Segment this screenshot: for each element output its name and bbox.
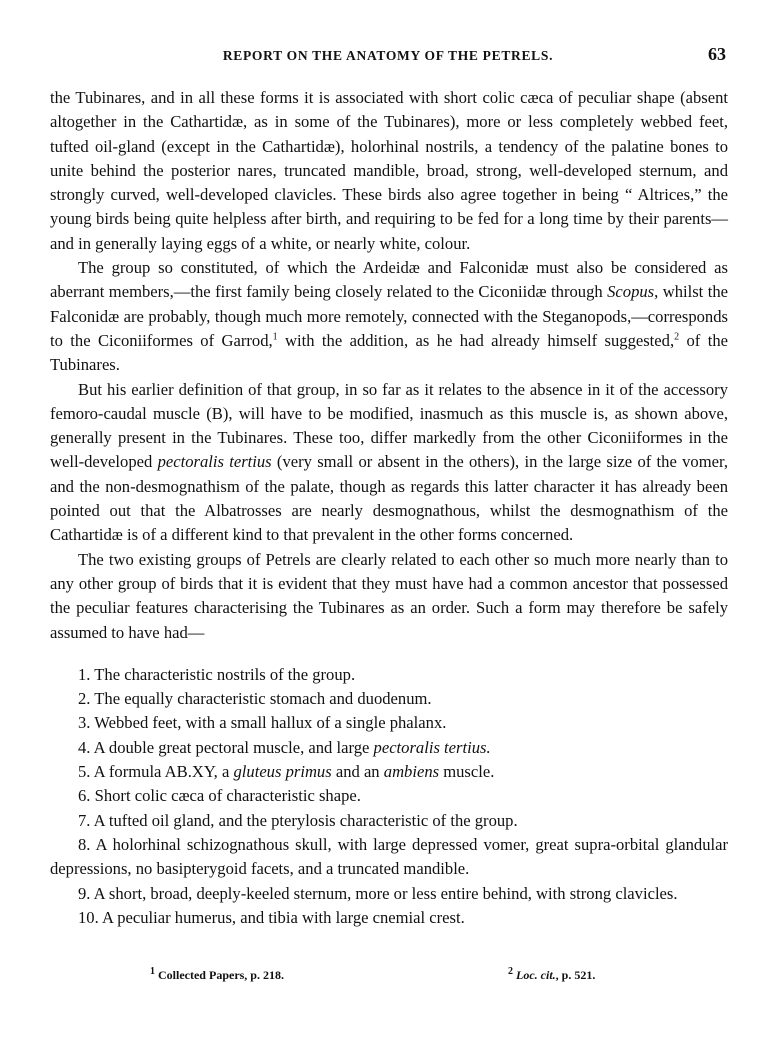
footnote-2-mark: 2 — [508, 966, 513, 977]
footnote-2-italic: Loc. cit. — [516, 968, 556, 982]
list-item-5-text-a: 5. A formula AB.XY, a — [78, 762, 234, 782]
footnote-ref-2: 2 — [674, 331, 680, 343]
footnote-1-text: Collected Papers, p. 218. — [155, 968, 284, 982]
list-item — [50, 736, 728, 760]
list-item: 9. A short, broad, deeply-keeled sternum, more or less entire behind, with strong clavicles. — [78, 883, 678, 903]
paragraph-3 — [50, 378, 728, 548]
scopus-italic: Scopus — [607, 282, 655, 302]
gluteus-primus-italic: gluteus primus — [233, 762, 332, 782]
page-number: 63 — [708, 44, 726, 64]
features-list — [50, 663, 728, 930]
paragraph-2 — [50, 256, 728, 377]
paragraph-3-text-b: (very small or absent in the others), in the large size of the vomer, and the non-desmognathism of the palate, though as regards this latter character it has already been pointed out that the Albatrosses are nearly desmognathous, whilst the desmognathism of the Cathartidæ is of a different kind to that prevalent in the other forms concerned. — [50, 452, 728, 545]
body-text — [50, 86, 728, 930]
list-item: 2. The equally characteristic stomach and duodenum. — [78, 689, 432, 709]
paragraph-4: The two existing groups of Petrels are clearly related to each other so much more nearly than to any other group of birds that it is evident that they must have had a common ancestor that possessed the peculiar features characterising the Tubinares as an order. Such a form may therefore be safely assumed to have had— — [50, 549, 728, 642]
paragraph-3-text-a: But his earlier definition of that group, in so far as it relates to the absence in it of the accessory femoro-caudal muscle (B), will have to be modified, inasmuch as this muscle is, as shown above, generally present in the Tubinares. These too, differ markedly from the other Ciconiiformes in the well-developed — [50, 379, 728, 472]
pectoralis-tertius-italic: pectoralis tertius. — [373, 737, 491, 757]
footnotes — [0, 968, 776, 988]
footnote-1 — [150, 968, 284, 983]
list-item-5-text-c: muscle. — [439, 762, 495, 782]
footnote-1-mark: 1 — [150, 966, 155, 977]
paragraph-2-text-b: , whilst the Falconidæ are probably, though much more remotely, connected with the Steganopods,—corresponds to the Ciconiiformes of Garrod, — [50, 282, 728, 350]
paragraph-2-text-a: The group so constituted, of which the Ardeidæ and Falconidæ must also be considered as aberrant members,—the first family being closely related to the Ciconiidæ through — [50, 258, 728, 302]
ambiens-italic: ambiens — [383, 762, 440, 782]
list-item: 7. A tufted oil gland, and the pterylosis characteristic of the group. — [78, 810, 518, 830]
list-item-4-text: 4. A double great pectoral muscle, and large — [78, 737, 374, 757]
footnote-2-text: , p. 521. — [555, 968, 596, 982]
running-title: REPORT ON THE ANATOMY OF THE PETRELS. — [222, 48, 554, 63]
list-item — [50, 760, 728, 784]
footnote-ref-1: 1 — [272, 331, 278, 343]
list-item: 6. Short colic cæca of characteristic shape. — [78, 786, 361, 806]
pectoralis-tertius-italic: pectoralis tertius — [157, 452, 272, 472]
list-item: 3. Webbed feet, with a small hallux of a single phalanx. — [78, 713, 447, 733]
list-item: 1. The characteristic nostrils of the group. — [78, 664, 356, 684]
paragraph-2-text-c: with the addition, as he had already himself suggested, — [277, 330, 675, 350]
list-item-5-text-b: and an — [331, 762, 384, 782]
list-item: 8. A holorhinal schizognathous skull, with large depressed vomer, great supra-orbital glandular depressions, no basipterygoid facets, and a truncated mandible. — [50, 834, 728, 879]
page-header — [0, 44, 776, 70]
list-item: 10. A peculiar humerus, and tibia with large cnemial crest. — [78, 907, 465, 927]
footnote-2 — [508, 968, 595, 983]
paragraph-2-text-d: of the Tubinares. — [50, 330, 728, 375]
paragraph-1: the Tubinares, and in all these forms it is associated with short colic cæca of peculiar shape (absent altogether in the Cathartidæ, as in some of the Tubinares), more or less completely webbed feet, tufted oil-gland (except in the Cathartidæ), holorhinal nostrils, a tendency of the palatine bones to unite behind the posterior nares, truncated mandible, broad, strong, well-developed sternum, and strongly curved, well-developed clavicles. These birds also agree together in being “ Altrices,” the young birds being quite helpless after birth, and requiring to be fed for a long time by their parents—and in generally laying eggs of a white, or nearly white, colour. — [50, 88, 728, 253]
